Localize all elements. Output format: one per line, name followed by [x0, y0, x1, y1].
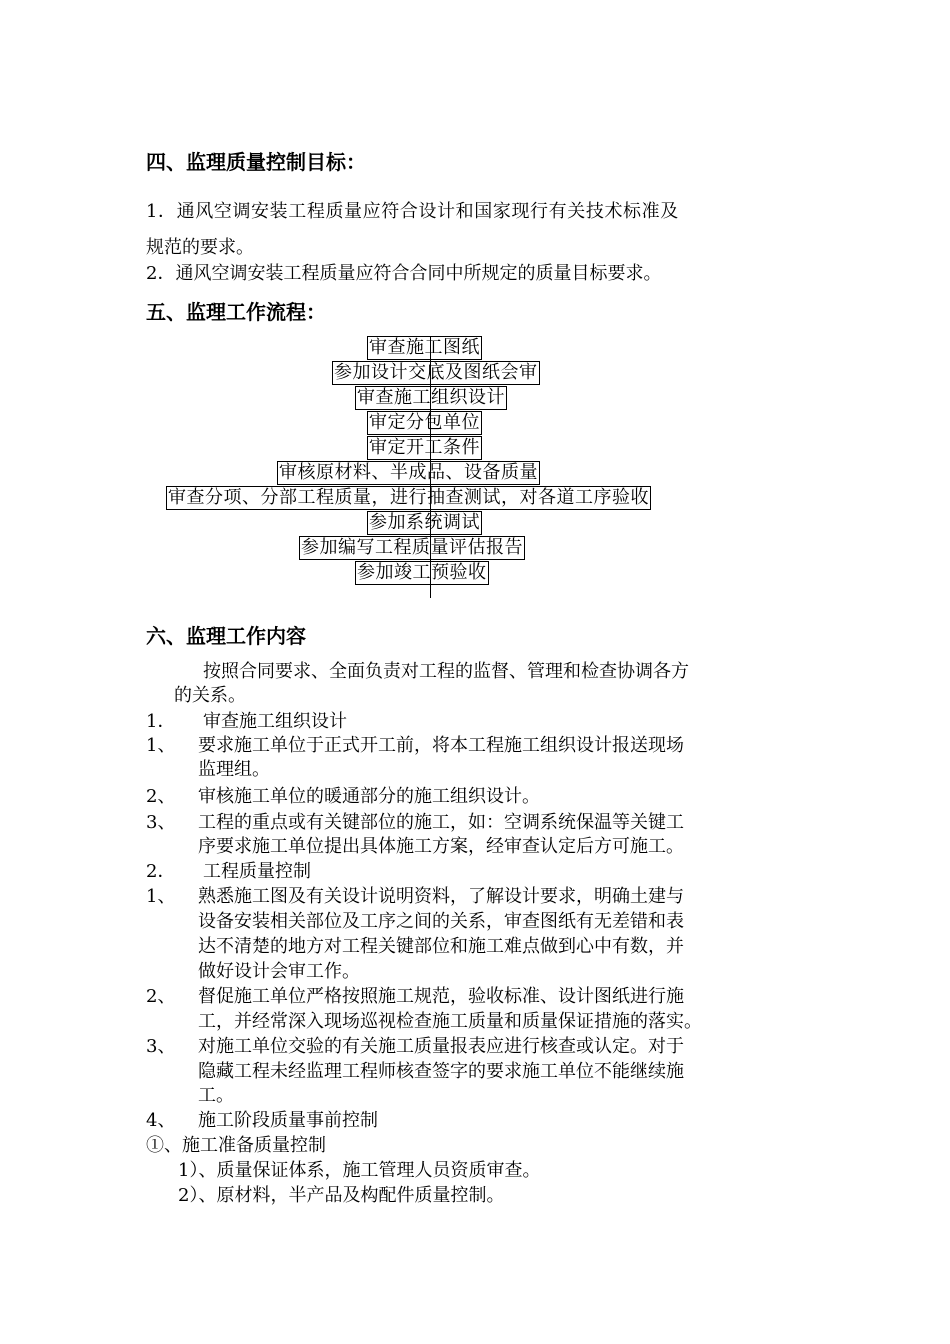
sub1-item-2: 2）、原材料，半产品及构配件质量控制。 [178, 1185, 505, 1206]
flow-step-7: 审查分项、分部工程质量，进行抽查测试，对各道工序验收 [168, 487, 649, 508]
g2-item-2-line-2: 工，并经常深入现场巡视检查施工质量和质量保证措施的落实。 [198, 1011, 702, 1032]
flow-step-8: 参加系统调试 [369, 512, 480, 533]
g1-item-3-line-1: 工程的重点或有关键部位的施工，如：空调系统保温等关键工 [198, 812, 684, 833]
g2-item-1-line-1: 熟悉施工图及有关设计说明资料，了解设计要求，明确土建与 [198, 886, 684, 907]
g2-item-3-line-2: 隐藏工程未经监理工程师核查签字的要求施工单位不能继续施 [198, 1061, 684, 1082]
flow-step-6: 审核原材料、半成品、设备质量 [279, 462, 538, 483]
g1-item-3-line-2: 序要求施工单位提出具体施工方案，经审查认定后方可施工。 [198, 836, 684, 857]
sec4-item-1-line-1: 1．通风空调安装工程质量应符合设计和国家现行有关技术标准及 [146, 201, 679, 222]
flow-step-4: 审定分包单位 [369, 412, 480, 433]
group-2-number: 2． [146, 861, 176, 882]
g2-item-4-line-1: 施工阶段质量事前控制 [198, 1110, 378, 1131]
g1-item-3-number: 3、 [146, 812, 176, 833]
g2-item-3-number: 3、 [146, 1036, 176, 1057]
flow-step-3: 审查施工组织设计 [357, 387, 505, 408]
subsection-1-heading: ①、施工准备质量控制 [146, 1135, 326, 1156]
g2-item-2-number: 2、 [146, 986, 176, 1007]
flow-step-2: 参加设计交底及图纸会审 [334, 362, 538, 383]
flow-step-10: 参加竣工预验收 [357, 562, 487, 583]
flow-step-9: 参加编写工程质量评估报告 [301, 537, 523, 558]
g2-item-4-number: 4、 [146, 1110, 176, 1131]
sec6-intro-line-2: 的关系。 [174, 685, 246, 706]
flow-step-5: 审定开工条件 [369, 437, 480, 458]
g2-item-3-line-1: 对施工单位交验的有关施工质量报表应进行核查或认定。对于 [198, 1036, 684, 1057]
g1-item-1-line-1: 要求施工单位于正式开工前，将本工程施工组织设计报送现场 [198, 735, 684, 756]
sub1-item-1: 1）、质量保证体系，施工管理人员资质审查。 [178, 1160, 541, 1181]
sec4-item-1-line-2: 规范的要求。 [146, 237, 254, 258]
sec4-item-2: 2．通风空调安装工程质量应符合合同中所规定的质量目标要求。 [146, 263, 662, 284]
g2-item-1-number: 1、 [146, 886, 176, 907]
g2-item-1-line-4: 做好设计会审工作。 [198, 961, 360, 982]
g2-item-1-line-2: 设备安装相关部位及工序之间的关系，审查图纸有无差错和表 [198, 911, 684, 932]
g1-item-2-number: 2、 [146, 786, 176, 807]
group-1-number: 1． [146, 711, 176, 732]
g2-item-3-line-3: 工。 [198, 1085, 234, 1106]
group-1-heading: 审查施工组织设计 [203, 711, 347, 732]
section-6-title: 六、监理工作内容 [146, 624, 306, 648]
g1-item-1-line-2: 监理组。 [198, 759, 270, 780]
g2-item-2-line-1: 督促施工单位严格按照施工规范，验收标准、设计图纸进行施 [198, 986, 684, 1007]
group-2-heading: 工程质量控制 [203, 861, 311, 882]
g2-item-1-line-3: 达不清楚的地方对工程关键部位和施工难点做到心中有数，并 [198, 936, 684, 957]
sec6-intro-line-1: 按照合同要求、全面负责对工程的监督、管理和检查协调各方 [203, 661, 689, 682]
g1-item-1-number: 1、 [146, 735, 176, 756]
g1-item-2-line-1: 审核施工单位的暖通部分的施工组织设计。 [198, 786, 540, 807]
flow-step-1: 审查施工图纸 [369, 337, 480, 358]
section-4-title: 四、监理质量控制目标： [146, 150, 366, 174]
section-5-title: 五、监理工作流程： [146, 300, 326, 324]
